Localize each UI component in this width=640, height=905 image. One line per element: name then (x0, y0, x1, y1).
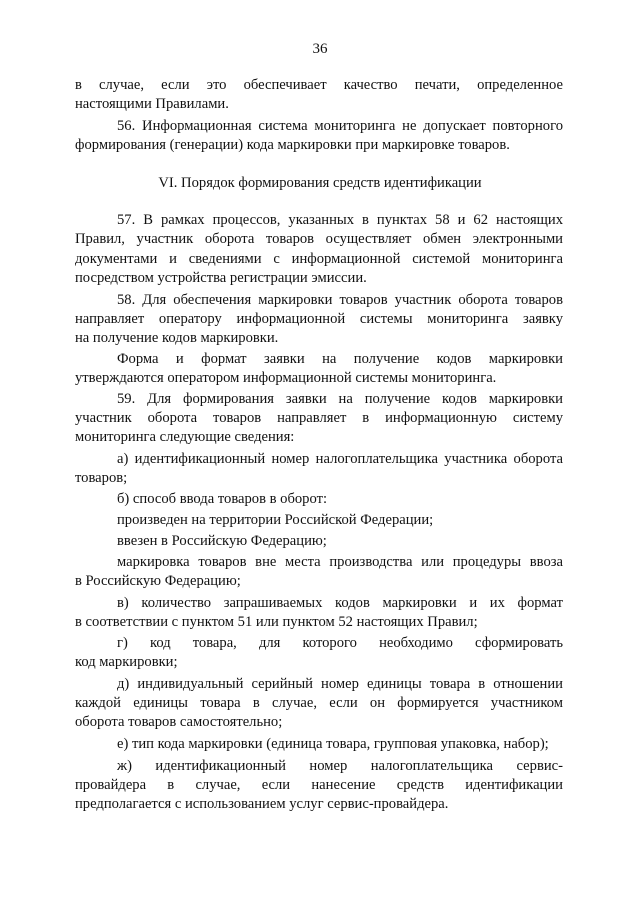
text-line: 59. Для формирования заявки на получение кодов маркировки (117, 391, 563, 407)
paragraph-58 (75, 291, 563, 311)
paragraph-continuation (75, 76, 563, 96)
paragraph-59 (75, 390, 563, 410)
paragraph-56-end (75, 136, 563, 156)
text-line: ж) идентификационный номер налогоплательщика сервис- (117, 758, 563, 774)
text-line: товаров; (75, 470, 128, 486)
text-line: 56. Информационная система мониторинга не допускает повторного (117, 118, 563, 134)
paragraph-form (75, 350, 563, 370)
list-item-v (75, 594, 563, 614)
list-item-v-end (75, 613, 563, 633)
text-line: маркировка товаров вне места производства или процедуры ввоза (117, 554, 563, 570)
text-line: настоящими Правилами. (75, 96, 229, 112)
text-line: каждой единицы товара в случае, если он формируется участником (75, 695, 563, 711)
text-line: д) индивидуальный серийный номер единицы товара в отношении (117, 676, 563, 692)
text-line: провайдера в случае, если нанесение средств идентификации (75, 777, 563, 793)
list-item-d (75, 694, 563, 714)
list-item-g (75, 634, 563, 654)
text-line: мониторинга следующие сведения: (75, 429, 295, 445)
text-line: а) идентификационный номер налогоплательщика участника оборота (117, 451, 563, 467)
list-item-a-end (75, 469, 563, 489)
sub-item-produced (75, 511, 563, 531)
list-item-e (75, 735, 563, 755)
text-line: б) способ ввода товаров в оборот: (117, 491, 328, 507)
text-line: в Российскую Федерацию; (75, 573, 241, 589)
sub-item-imported (75, 532, 563, 552)
list-item-d (75, 675, 563, 695)
paragraph-57-end (75, 269, 563, 289)
paragraph-57 (75, 250, 563, 270)
text-line: в случае, если это обеспечивает качество печати, определенное (75, 77, 563, 93)
paragraph-58 (75, 310, 563, 330)
paragraph-56 (75, 117, 563, 137)
text-line: 58. Для обеспечения маркировки товаров участник оборота товаров (117, 292, 563, 308)
list-item-zh (75, 776, 563, 796)
text-line: е) тип кода маркировки (единица товара, групповая упаковка, набор); (117, 736, 549, 752)
list-item-g-end (75, 653, 563, 673)
text-line: направляет оператору информационной системы мониторинга заявку (75, 311, 563, 327)
list-item-zh (75, 757, 563, 777)
text-line: на получение кодов маркировки. (75, 330, 279, 346)
list-item-d-end (75, 713, 563, 733)
section-heading: VI. Порядок формирования средств идентификации (158, 175, 482, 191)
text-line: участник оборота товаров направляет в информационную систему (75, 410, 563, 426)
page-number: 36 (312, 41, 328, 57)
sub-item-marking (75, 553, 563, 573)
paragraph-57 (75, 211, 563, 231)
paragraph-59 (75, 409, 563, 429)
list-item-a (75, 450, 563, 470)
text-line: код маркировки; (75, 654, 178, 670)
paragraph-continuation-end (75, 95, 563, 115)
paragraph-form-end (75, 369, 563, 389)
text-line: г) код товара, для которого необходимо сформировать (117, 635, 563, 651)
text-line: произведен на территории Российской Федерации; (117, 512, 434, 528)
text-line: утверждаются оператором информационной системы мониторинга. (75, 370, 497, 386)
text-line: в) количество запрашиваемых кодов маркировки и их формат (117, 595, 563, 611)
paragraph-59-end (75, 428, 563, 448)
text-line: Форма и формат заявки на получение кодов маркировки (117, 351, 563, 367)
text-line: посредством устройства регистрации эмиссии. (75, 270, 367, 286)
list-item-zh-end (75, 795, 563, 815)
text-line: 57. В рамках процессов, указанных в пунктах 58 и 62 настоящих (117, 212, 563, 228)
sub-item-marking-end (75, 572, 563, 592)
paragraph-57 (75, 230, 563, 250)
text-line: Правил, участник оборота товаров осуществляет обмен электронными (75, 231, 563, 247)
text-line: предполагается с использованием услуг сервис-провайдера. (75, 796, 449, 812)
text-line: оборота товаров самостоятельно; (75, 714, 283, 730)
text-line: в соответствии с пунктом 51 или пунктом 52 настоящих Правил; (75, 614, 478, 630)
paragraph-58-end (75, 329, 563, 349)
text-line: документами и сведениями с информационной системой мониторинга (75, 251, 563, 267)
text-line: ввезен в Российскую Федерацию; (117, 533, 327, 549)
text-line: формирования (генерации) кода маркировки при маркировке товаров. (75, 137, 510, 153)
list-item-b (75, 490, 563, 510)
